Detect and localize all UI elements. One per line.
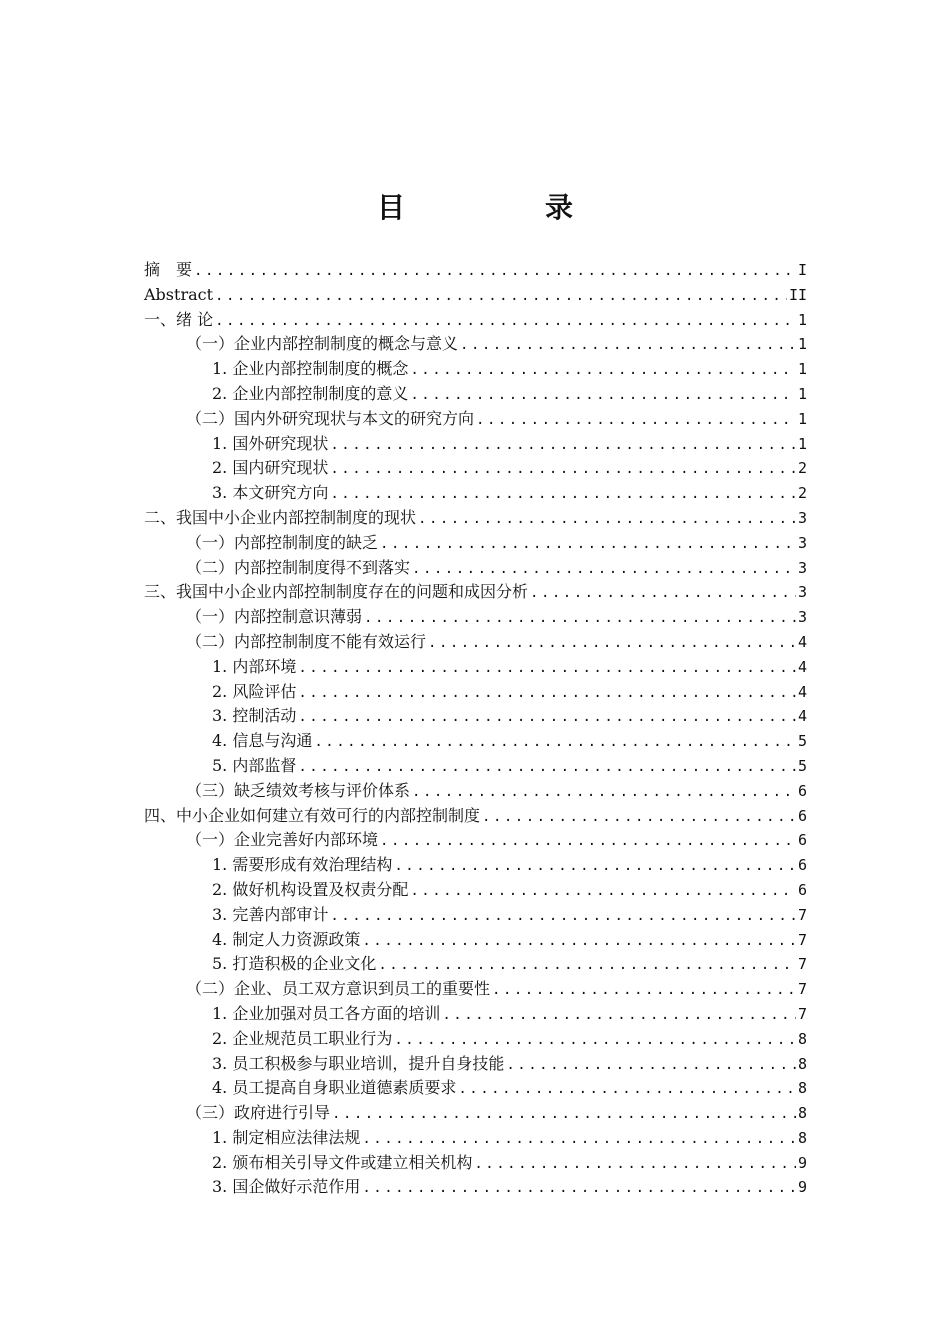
- toc-entry-page: 5: [797, 756, 807, 775]
- toc-entry-page: 8: [797, 1054, 807, 1073]
- toc-entry-page: 3: [797, 508, 807, 527]
- toc-entry[interactable]: [144, 680, 807, 705]
- toc-entry[interactable]: [144, 655, 807, 680]
- toc-entry-page: 3: [797, 558, 807, 577]
- toc-entry[interactable]: [144, 704, 807, 729]
- toc-entry-page: 1: [797, 434, 807, 453]
- toc-entry-page: 7: [797, 955, 807, 974]
- toc-entry-page: 8: [797, 1029, 807, 1048]
- toc-entry[interactable]: [144, 506, 807, 531]
- toc-dot-leader: [442, 1003, 796, 1028]
- toc-entry[interactable]: [144, 1175, 807, 1200]
- toc-entry-text: 3. 完善内部审计: [212, 904, 329, 924]
- toc-entry-page: 7: [797, 1004, 807, 1023]
- toc-entry[interactable]: [144, 903, 807, 928]
- toc-entry-text: 2. 企业规范员工职业行为: [212, 1028, 393, 1048]
- toc-entry[interactable]: [144, 1027, 807, 1052]
- toc-list: [144, 258, 807, 1200]
- toc-entry[interactable]: [144, 1126, 807, 1151]
- toc-entry[interactable]: [144, 407, 807, 432]
- toc-dot-leader: [332, 1102, 796, 1127]
- toc-dot-leader: [378, 953, 796, 978]
- toc-entry-page: 6: [797, 831, 807, 850]
- toc-entry-text: 3. 国企做好示范作用: [212, 1177, 361, 1197]
- toc-dot-leader: [482, 805, 796, 830]
- toc-entry-text: 一、绪 论: [144, 309, 214, 329]
- toc-entry-text: （一）企业完善好内部环境: [186, 830, 379, 850]
- toc-entry-text: （二）内部控制制度不能有效运行: [186, 631, 427, 651]
- toc-entry-text: （二）国内外研究现状与本文的研究方向: [186, 408, 475, 428]
- toc-entry-text: 1. 制定相应法律法规: [212, 1127, 361, 1147]
- toc-dot-leader: [194, 259, 796, 284]
- toc-entry-page: 4: [797, 682, 807, 701]
- toc-dot-leader: [394, 854, 796, 879]
- toc-entry-page: 4: [797, 632, 807, 651]
- toc-entry-page: 5: [797, 732, 807, 751]
- toc-entry-page: 1: [797, 384, 807, 403]
- toc-entry-text: 1. 国外研究现状: [212, 433, 329, 453]
- toc-entry[interactable]: [144, 754, 807, 779]
- toc-entry-page: 1: [797, 335, 807, 354]
- toc-entry[interactable]: [144, 432, 807, 457]
- toc-entry-page: 7: [797, 930, 807, 949]
- toc-entry-page: 8: [797, 1104, 807, 1123]
- toc-entry[interactable]: [144, 630, 807, 655]
- toc-title: 目 录: [376, 191, 629, 224]
- toc-dot-leader: [394, 1028, 796, 1053]
- toc-entry-page: 6: [797, 806, 807, 825]
- toc-dot-leader: [330, 482, 796, 507]
- toc-entry-page: 6: [797, 856, 807, 875]
- toc-dot-leader: [330, 457, 796, 482]
- toc-entry-text: （一）内部控制意识薄弱: [186, 607, 363, 627]
- toc-dot-leader: [298, 681, 796, 706]
- toc-entry-text: 摘 要: [144, 260, 193, 279]
- toc-entry-text: 3. 本文研究方向: [212, 483, 329, 503]
- toc-entry[interactable]: [144, 481, 807, 506]
- toc-entry[interactable]: [144, 729, 807, 754]
- toc-entry-page: 2: [797, 484, 807, 503]
- toc-dot-leader: [215, 284, 787, 309]
- toc-entry-text: 5. 内部监督: [212, 755, 297, 775]
- toc-entry[interactable]: [144, 1101, 807, 1126]
- toc-entry-page: 2: [797, 459, 807, 478]
- toc-dot-leader: [530, 581, 796, 606]
- toc-dot-leader: [412, 557, 796, 582]
- toc-dot-leader: [460, 333, 796, 358]
- toc-entry-page: II: [788, 285, 807, 304]
- toc-dot-leader: [428, 631, 796, 656]
- toc-dot-leader: [506, 1053, 796, 1078]
- toc-entry-text: （一）企业内部控制制度的概念与意义: [186, 334, 459, 354]
- toc-entry-page: 4: [797, 707, 807, 726]
- toc-dot-leader: [330, 433, 796, 458]
- toc-entry[interactable]: [144, 332, 807, 357]
- toc-entry-page: 4: [797, 657, 807, 676]
- toc-entry-page: 1: [797, 360, 807, 379]
- toc-entry[interactable]: [144, 605, 807, 630]
- toc-entry-text: 1. 需要形成有效治理结构: [212, 855, 393, 875]
- toc-entry-page: 6: [797, 880, 807, 899]
- toc-entry-text: 4. 员工提高自身职业道德素质要求: [212, 1078, 457, 1098]
- toc-dot-leader: [330, 904, 796, 929]
- toc-entry[interactable]: [144, 1052, 807, 1077]
- toc-entry[interactable]: [144, 531, 807, 556]
- toc-dot-leader: [458, 1077, 796, 1102]
- toc-entry-page: 3: [797, 583, 807, 602]
- toc-entry[interactable]: [144, 382, 807, 407]
- toc-entry-text: （三）政府进行引导: [186, 1103, 331, 1123]
- toc-dot-leader: [314, 730, 796, 755]
- toc-entry-page: 6: [797, 781, 807, 800]
- toc-entry[interactable]: [144, 580, 807, 605]
- toc-entry-text: 4. 制定人力资源政策: [212, 929, 361, 949]
- toc-dot-leader: [492, 978, 796, 1003]
- toc-entry-text: 1. 企业内部控制制度的概念: [212, 359, 409, 379]
- toc-entry[interactable]: [144, 357, 807, 382]
- toc-dot-leader: [410, 358, 796, 383]
- toc-dot-leader: [412, 780, 796, 805]
- toc-entry[interactable]: [144, 258, 807, 283]
- toc-entry-text: 2. 国内研究现状: [212, 458, 329, 478]
- toc-entry-text: Abstract: [144, 284, 214, 304]
- toc-entry-page: 9: [797, 1178, 807, 1197]
- toc-dot-leader: [298, 705, 796, 730]
- toc-entry-text: 3. 控制活动: [212, 706, 297, 726]
- toc-entry-text: （一）内部控制制度的缺乏: [186, 532, 379, 552]
- toc-dot-leader: [380, 532, 796, 557]
- toc-entry-page: 3: [797, 533, 807, 552]
- toc-dot-leader: [364, 606, 796, 631]
- toc-entry[interactable]: [144, 952, 807, 977]
- toc-entry[interactable]: [144, 779, 807, 804]
- toc-dot-leader: [362, 929, 796, 954]
- toc-entry[interactable]: [144, 456, 807, 481]
- toc-dot-leader: [362, 1176, 796, 1201]
- toc-entry[interactable]: [144, 283, 807, 308]
- toc-entry[interactable]: [144, 977, 807, 1002]
- toc-entry-text: 2. 做好机构设置及权责分配: [212, 879, 409, 899]
- toc-entry-text: 2. 企业内部控制制度的意义: [212, 383, 409, 403]
- toc-entry-page: 1: [797, 409, 807, 428]
- toc-entry-text: 1. 内部环境: [212, 656, 297, 676]
- toc-dot-leader: [474, 1152, 796, 1177]
- toc-entry-text: （三）缺乏绩效考核与评价体系: [186, 780, 411, 800]
- toc-dot-leader: [410, 879, 796, 904]
- toc-entry-page: 8: [797, 1079, 807, 1098]
- toc-entry-page: 9: [797, 1153, 807, 1172]
- toc-entry[interactable]: [144, 804, 807, 829]
- toc-entry-text: 2. 风险评估: [212, 681, 297, 701]
- toc-entry[interactable]: [144, 878, 807, 903]
- toc-dot-leader: [476, 408, 796, 433]
- toc-entry[interactable]: [144, 928, 807, 953]
- toc-dot-leader: [298, 656, 796, 681]
- toc-entry-text: 二、我国中小企业内部控制制度的现状: [144, 507, 417, 527]
- toc-entry[interactable]: [144, 828, 807, 853]
- toc-entry-page: 8: [797, 1128, 807, 1147]
- toc-dot-leader: [362, 1127, 796, 1152]
- toc-entry[interactable]: [144, 1076, 807, 1101]
- toc-entry[interactable]: [144, 853, 807, 878]
- toc-entry-text: 四、中小企业如何建立有效可行的内部控制制度: [144, 805, 481, 825]
- toc-dot-leader: [298, 755, 796, 780]
- toc-entry-text: 4. 信息与沟通: [212, 731, 313, 751]
- toc-entry-page: I: [797, 261, 807, 279]
- toc-entry-page: 7: [797, 905, 807, 924]
- toc-entry-text: 5. 打造积极的企业文化: [212, 954, 377, 974]
- toc-entry-text: 三、我国中小企业内部控制制度存在的问题和成因分析: [144, 582, 529, 602]
- toc-entry[interactable]: [144, 1151, 807, 1176]
- toc-dot-leader: [410, 383, 796, 408]
- toc-entry-text: 3. 员工积极参与职业培训，提升自身技能: [212, 1053, 505, 1073]
- toc-entry-text: 1. 企业加强对员工各方面的培训: [212, 1003, 441, 1023]
- toc-entry-page: 3: [797, 608, 807, 627]
- toc-entry[interactable]: [144, 1002, 807, 1027]
- toc-entry-text: （二）内部控制制度得不到落实: [186, 557, 411, 577]
- toc-entry[interactable]: [144, 556, 807, 581]
- toc-entry-page: 1: [797, 310, 807, 329]
- toc-entry-text: （二）企业、员工双方意识到员工的重要性: [186, 979, 491, 999]
- toc-entry-page: 7: [797, 980, 807, 999]
- toc-dot-leader: [380, 829, 796, 854]
- toc-dot-leader: [215, 309, 796, 334]
- toc-dot-leader: [418, 507, 796, 532]
- toc-entry[interactable]: [144, 308, 807, 333]
- toc-entry-text: 2. 颁布相关引导文件或建立相关机构: [212, 1152, 473, 1172]
